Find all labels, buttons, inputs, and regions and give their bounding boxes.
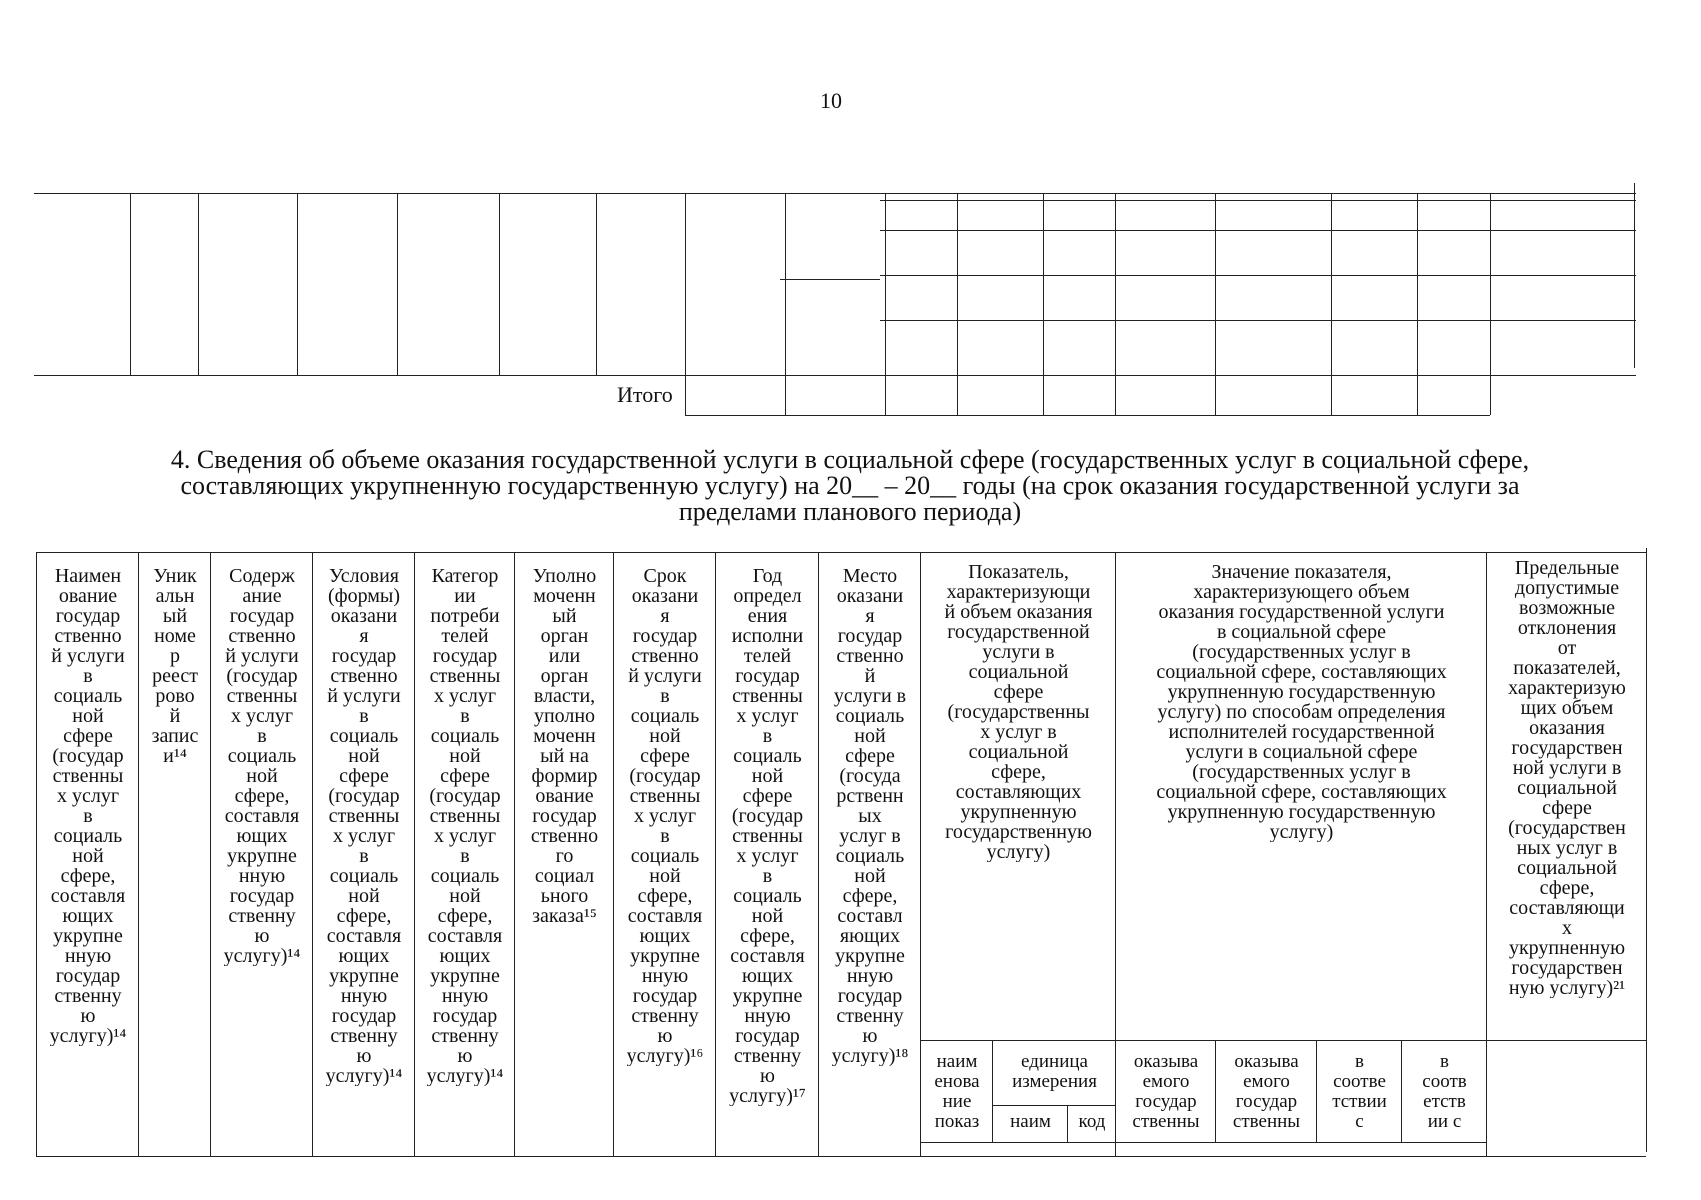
section-heading xyxy=(60,447,1640,525)
header-consumer-categories: Категор ии потреби телей государ ственны х услуг в социаль ной сфере (государ ственны х услуг в социаль ной сфере, составля ющих укрупне нную государ ственну ю услугу)¹⁴ xyxy=(426,566,504,1086)
subheader-value-2: оказыва емого государ ственны xyxy=(1232,1052,1301,1132)
header-year-of-determination: Год определ ения исполни телей государ ственны х услуг в социаль ной сфере (государ ственны х услуг в социаль ной сфере, составля ющих укрупне нную государ ственну ю услугу)¹⁷ xyxy=(729,566,806,1106)
header-service-content: Содерж ание государ ственно й услуги (государ ственны х услуг в социаль ной сфере, составля ющих укрупне нную государ ственну ю услугу)¹⁴ xyxy=(223,566,301,966)
header-service-place: Место оказани я государ ственно й услуги в социаль ной сфере (госуда рственн ых услуг в социаль ной сфере, составл яющих укрупне нную государ ственну ю услугу)¹⁸ xyxy=(831,566,909,1066)
section-heading-line-1: 4. Сведения об объеме оказания государственной услуги в социальной сфере (государственных услуг в социальной сфере, xyxy=(170,445,1530,474)
subheader-unit: единица измерения xyxy=(1012,1052,1097,1092)
header-volume-indicator: Показатель, характеризующи й объем оказания государственной услуги в социальной сфере (государственны х услуг в социальной сфере, составляющих укрупненную государственную услугу) xyxy=(944,562,1093,862)
header-authorized-body: Уполно моченн ый орган или орган власти, уполно моченн ый на формир ование государ ственно го социал ьного заказа¹⁵ xyxy=(530,566,599,926)
header-allowed-deviations: Предельные допустимые возможные отклонения от показателей, характеризую щих объем оказания государствен ной услуги в социальной сфере (государствен ных услуг в социальной сфере, составляющи х укрупненную государствен ную услугу)²¹ xyxy=(1508,558,1626,998)
subheader-indicator-name: наим енова ние показ xyxy=(934,1052,980,1132)
section-heading-line-3: пределами планового периода) xyxy=(678,497,1022,526)
header-service-conditions: Условия (формы) оказани я государ ственно й услуги в социаль ной сфере (государ ственны х услуг в социаль ной сфере, составля ющих укрупне нную государ ственну ю услугу)¹⁴ xyxy=(325,566,403,1086)
header-registry-number: Уник альн ый номе р реест рово й запис и¹⁴ xyxy=(151,566,199,766)
subheader-unit-name: наим xyxy=(1010,1112,1051,1132)
subheader-value-3: в соотве тствии с xyxy=(1332,1052,1387,1132)
header-service-name: Наимен ование государ ственно й услуги в социаль ной сфере (государ ственны х услуг в социаль ной сфере, составля ющих укрупне нную государ ственну ю услугу)¹⁴ xyxy=(49,566,127,1046)
subheader-value-4: в соотв етств ии с xyxy=(1422,1052,1467,1132)
subheader-value-1: оказыва емого государ ственны xyxy=(1132,1052,1200,1132)
page-number: 10 xyxy=(820,88,842,113)
subheader-unit-code: код xyxy=(1078,1112,1106,1132)
header-service-term: Срок оказани я государ ственно й услуги в социаль ной сфере (государ ственны х услуг в социаль ной сфере, составля ющих укрупне нную государ ственну ю услугу)¹⁶ xyxy=(626,566,704,1066)
header-indicator-value: Значение показателя, характеризующего объем оказания государственной услуги в социальной сфере (государственных услуг в социальной сфере, составляющих укрупненную государственную услугу) по способам определения исполнителей государственной услуги в социальной сфере (государственных услуг в социальной сфере, составляющих укрупненную государственную услугу) xyxy=(1156,562,1447,842)
section-heading-line-2: составляющих укрупненную государственную услугу) на 20__ – 20__ годы (на срок оказания государственной услуги за xyxy=(180,471,1520,500)
total-label: Итого xyxy=(617,382,673,407)
